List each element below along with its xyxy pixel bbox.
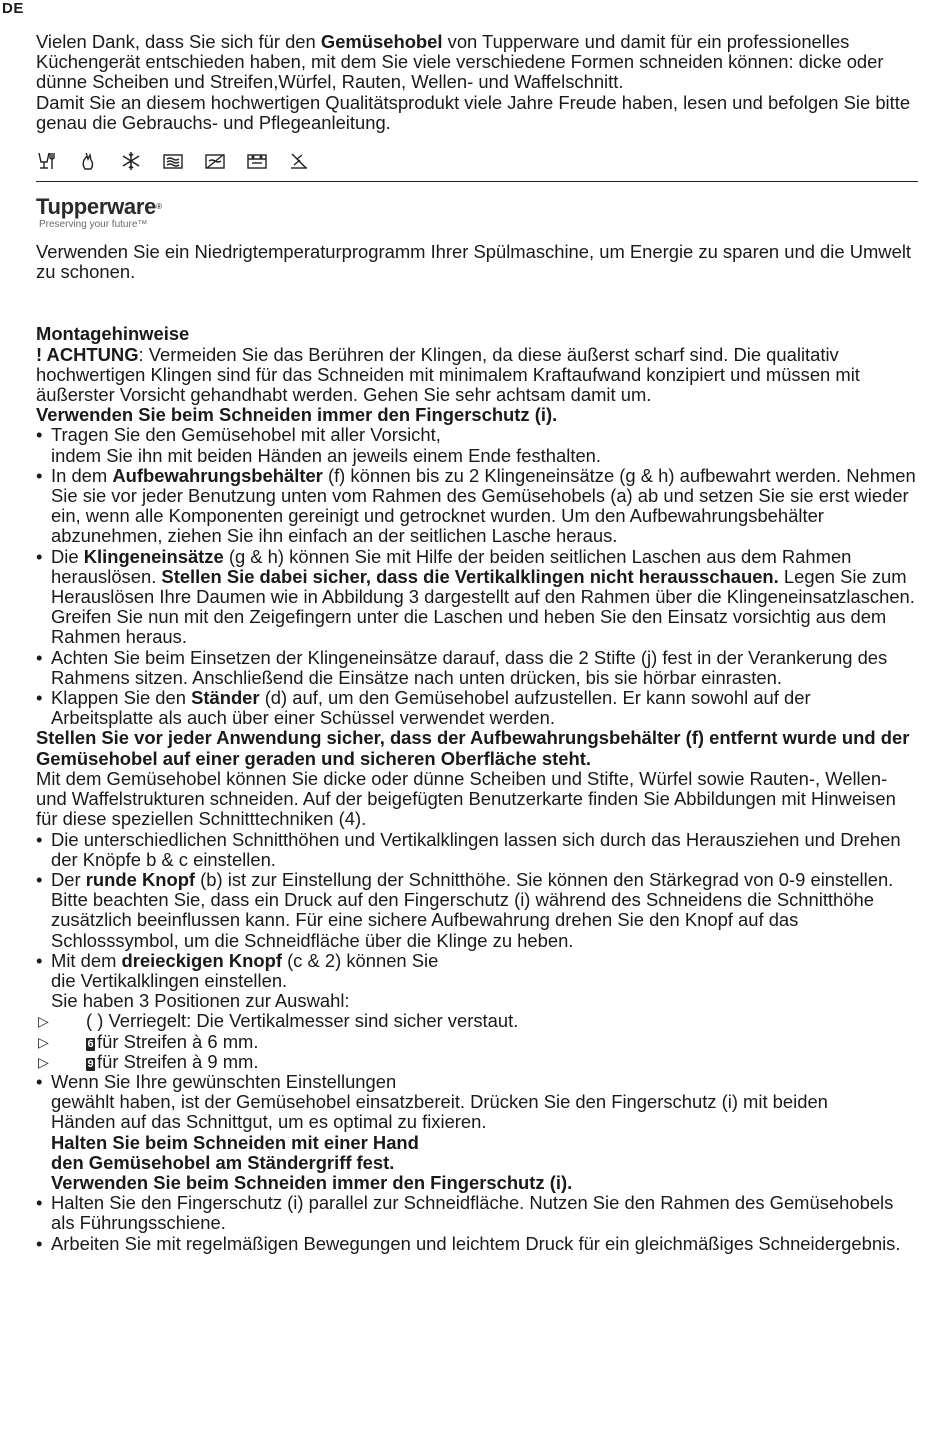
eco-note: Verwenden Sie ein Niedrigtemperaturprogramm Ihrer Spülmaschine, um Energie zu sparen und die Umwelt zu schonen.: [36, 241, 912, 283]
brand-logo: [36, 196, 916, 234]
list-item-term: Klingeneinsätze: [83, 545, 224, 567]
list-item-text: gewählt haben, ist der Gemüsehobel einsatzbereit. Drücken Sie den Fingerschutz (i) mit beiden: [51, 1091, 828, 1113]
knob-position-item: [36, 1032, 916, 1052]
intro-paragraph: [36, 32, 916, 93]
usage-list: [36, 830, 916, 1012]
assembly-list: [36, 425, 916, 728]
list-item: [36, 1072, 916, 1193]
list-item-text: Der: [51, 868, 86, 890]
list-item: [36, 648, 916, 688]
list-item-text: indem Sie ihn mit beiden Händen an jeweils einem Ende festhalten.: [51, 444, 602, 466]
knob-position-text: für Streifen à 6 mm.: [97, 1030, 259, 1052]
knob-position-text: ( ) Verriegelt: Die Vertikalmesser sind sicher verstaut.: [86, 1010, 519, 1032]
list-item-text: Wenn Sie Ihre gewünschten Einstellungen: [51, 1070, 397, 1092]
logo-wordmark: Tupperware: [36, 194, 157, 220]
warning-paragraph: [36, 345, 916, 406]
list-item-text: die Vertikalklingen einstellen.: [51, 969, 288, 991]
microwave-icon: [162, 151, 184, 171]
triangle-bullet-icon: ▷: [38, 1033, 49, 1050]
list-item: [36, 688, 916, 728]
list-item-text: In dem: [51, 464, 113, 486]
triangle-bullet-icon: ▷: [38, 1013, 49, 1030]
list-item-warning: den Gemüsehobel am Ständergriff fest.: [51, 1151, 395, 1173]
list-item-text: (c & 2) können Sie: [281, 949, 439, 971]
knob-position-item: [36, 1052, 916, 1072]
list-item-text: Die unterschiedlichen Schnitthöhen und Vertikalklingen lassen sich durch das Herausziehen und Drehen der Knöpfe b & c einstellen.: [51, 828, 901, 870]
list-item: [36, 870, 916, 951]
list-item-text: Mit dem: [51, 949, 122, 971]
list-item-term: runde Knopf: [85, 868, 196, 890]
oven-icon: [246, 151, 268, 171]
list-item-term: Aufbewahrungsbehälter: [112, 464, 323, 486]
product-name: Gemüsehobel: [320, 31, 443, 52]
list-item: [36, 425, 916, 465]
finger-guard-warning: Verwenden Sie beim Schneiden immer den Fingerschutz (i).: [36, 404, 558, 426]
list-item-text: Tragen Sie den Gemüsehobel mit aller Vorsicht,: [51, 424, 441, 446]
no-oven-icon: [288, 151, 310, 171]
list-item-text: Klappen Sie den: [51, 687, 192, 709]
size-6-badge: 6: [87, 1037, 94, 1050]
knob-positions-list: [36, 1011, 916, 1072]
list-item-text: (b) ist zur Einstellung der Schnitthöhe. Sie können den Stärkegrad von 0-9 einstellen. Bitte beachten Sie, dass ein Druck auf den Fingerschutz (i) während des Schneidens die Schnitthöhe zusätzlich beeinflussen kann. Für eine sichere Aufbewahrung drehen Sie den Knopf auf das Schlosssymbol, um die Schneidfläche über die Klinge zu heben.: [51, 868, 894, 951]
usage-paragraph: Mit dem Gemüsehobel können Sie dicke oder dünne Scheiben und Stifte, Würfel sowie Rauten-, Wellen- und Waffelstrukturen schneiden. Auf der beigefügten Benutzerkarte finden Sie Abbildungen mit Hinweisen für diese speziellen Schnitttechniken (4).: [36, 767, 896, 830]
list-item-text: Achten Sie beim Einsetzen der Klingeneinsätze darauf, dass die 2 Stifte (j) fest in der Verankerung des Rahmens sitzen. Anschließend die Einsätze nach unten drücken, bis sie hörbar einrasten.: [51, 646, 888, 688]
list-item-term: dreieckigen Knopf: [121, 949, 282, 971]
care-instructions-intro: Damit Sie an diesem hochwertigen Qualitätsprodukt viele Jahre Freude haben, lesen und befolgen Sie bitte genau die Gebrauchs- und Pflegeanleitung.: [36, 91, 911, 133]
list-item-warning: Stellen Sie dabei sicher, dass die Vertikalklingen nicht herausschauen.: [161, 565, 779, 587]
usage-safety-note: Stellen Sie vor jeder Anwendung sicher, dass der Aufbewahrungsbehälter (f) entfernt wurde und der Gemüsehobel auf einer geraden und sicheren Oberfläche steht.: [36, 727, 910, 769]
hand-wash-icon: [78, 151, 100, 171]
list-item-text: Sie haben 3 Positionen zur Auswahl:: [51, 990, 350, 1012]
list-item-warning: Verwenden Sie beim Schneiden immer den Fingerschutz (i).: [51, 1171, 573, 1193]
list-item: [36, 951, 916, 1012]
list-item-text: Legen Sie zum Herauslösen Ihre Daumen wie in Abbildung 3 dargestellt auf den Rahmen über die Klingeneinsatzlaschen. Greifen Sie nun mit den Zeigefingern unter die Laschen und heben Sie den Einsatz vorsichtig aus dem Rahmen heraus.: [51, 565, 915, 648]
list-item-text: Arbeiten Sie mit regelmäßigen Bewegungen und leichtem Druck für ein gleichmäßiges Schneidergebnis.: [51, 1232, 901, 1254]
knob-position-item: [36, 1011, 916, 1031]
list-item: [36, 1193, 916, 1233]
language-tag: DE: [2, 0, 24, 17]
dishwasher-icon: [36, 151, 58, 171]
list-item-text: Die: [51, 545, 84, 567]
freezer-icon: [120, 151, 142, 171]
section-divider: [36, 181, 918, 182]
warning-text: : Vermeiden Sie das Berühren der Klingen, da diese äußerst scharf sind. Die qualitativ hochwertigen Klingen sind für das Schneiden mit minimalem Kraftaufwand konzipiert und müssen mit äußerster Vorsicht gehandhabt werden. Gehen Sie sehr achtsam damit um.: [36, 343, 860, 406]
list-item-text: Händen auf das Schnittgut, um es optimal zu fixieren.: [51, 1111, 487, 1133]
assembly-heading: Montagehinweise: [36, 323, 190, 345]
care-icons-row: [36, 149, 916, 173]
knob-position-text: für Streifen à 9 mm.: [97, 1050, 259, 1072]
list-item-text: (f) können bis zu 2 Klingeneinsätze (g & h) aufbewahrt werden. Nehmen Sie sie vor jeder Benutzung unten vom Rahmen des Gemüsehobels (a) ab und setzen Sie sie erst wieder ein, wenn alle Komponenten gereinigt und getrocknet wurden. Um den Aufbewahrungsbehälter abzunehmen, ziehen Sie ihn einfach an der seitlichen Lasche heraus.: [51, 464, 916, 547]
usage-list-cont: [36, 1072, 916, 1254]
list-item-text: (g & h) können Sie mit Hilfe der beiden seitlichen Laschen aus dem Rahmen herauslösen.: [51, 545, 852, 587]
triangle-bullet-icon: ▷: [38, 1053, 49, 1070]
list-item-warning: Halten Sie beim Schneiden mit einer Hand: [51, 1131, 419, 1153]
size-9-badge: 9: [87, 1057, 94, 1070]
logo-tagline: Preserving your future™: [39, 219, 148, 231]
intro-text: Vielen Dank, dass Sie sich für den: [36, 31, 321, 52]
list-item-text: (d) auf, um den Gemüsehobel aufzustellen. Er kann sowohl auf der Arbeitsplatte als auch über einer Schüssel verwendet werden.: [51, 687, 811, 729]
warning-label: ! ACHTUNG: [36, 343, 139, 365]
list-item-term: Ständer: [191, 687, 260, 709]
intro-text-cont: von Tupperware und damit für ein professionelles Küchengerät entschieden haben, mit dem Sie viele verschiedene Formen schneiden können: dicke oder dünne Scheiben und Streifen,Würfel, Rauten, Wellen- und Waffelschnitt.: [36, 31, 884, 93]
list-item: [36, 466, 916, 547]
list-item: [36, 1234, 916, 1254]
list-item: [36, 830, 916, 870]
manual-page: [36, 32, 916, 1254]
microwave-no-icon: [204, 151, 226, 171]
list-item: [36, 547, 916, 648]
list-item-text: Halten Sie den Fingerschutz (i) parallel zur Schneidfläche. Nutzen Sie den Rahmen des Gemüsehobels als Führungsschiene.: [51, 1192, 894, 1234]
logo-registered-mark: ®: [156, 202, 162, 212]
